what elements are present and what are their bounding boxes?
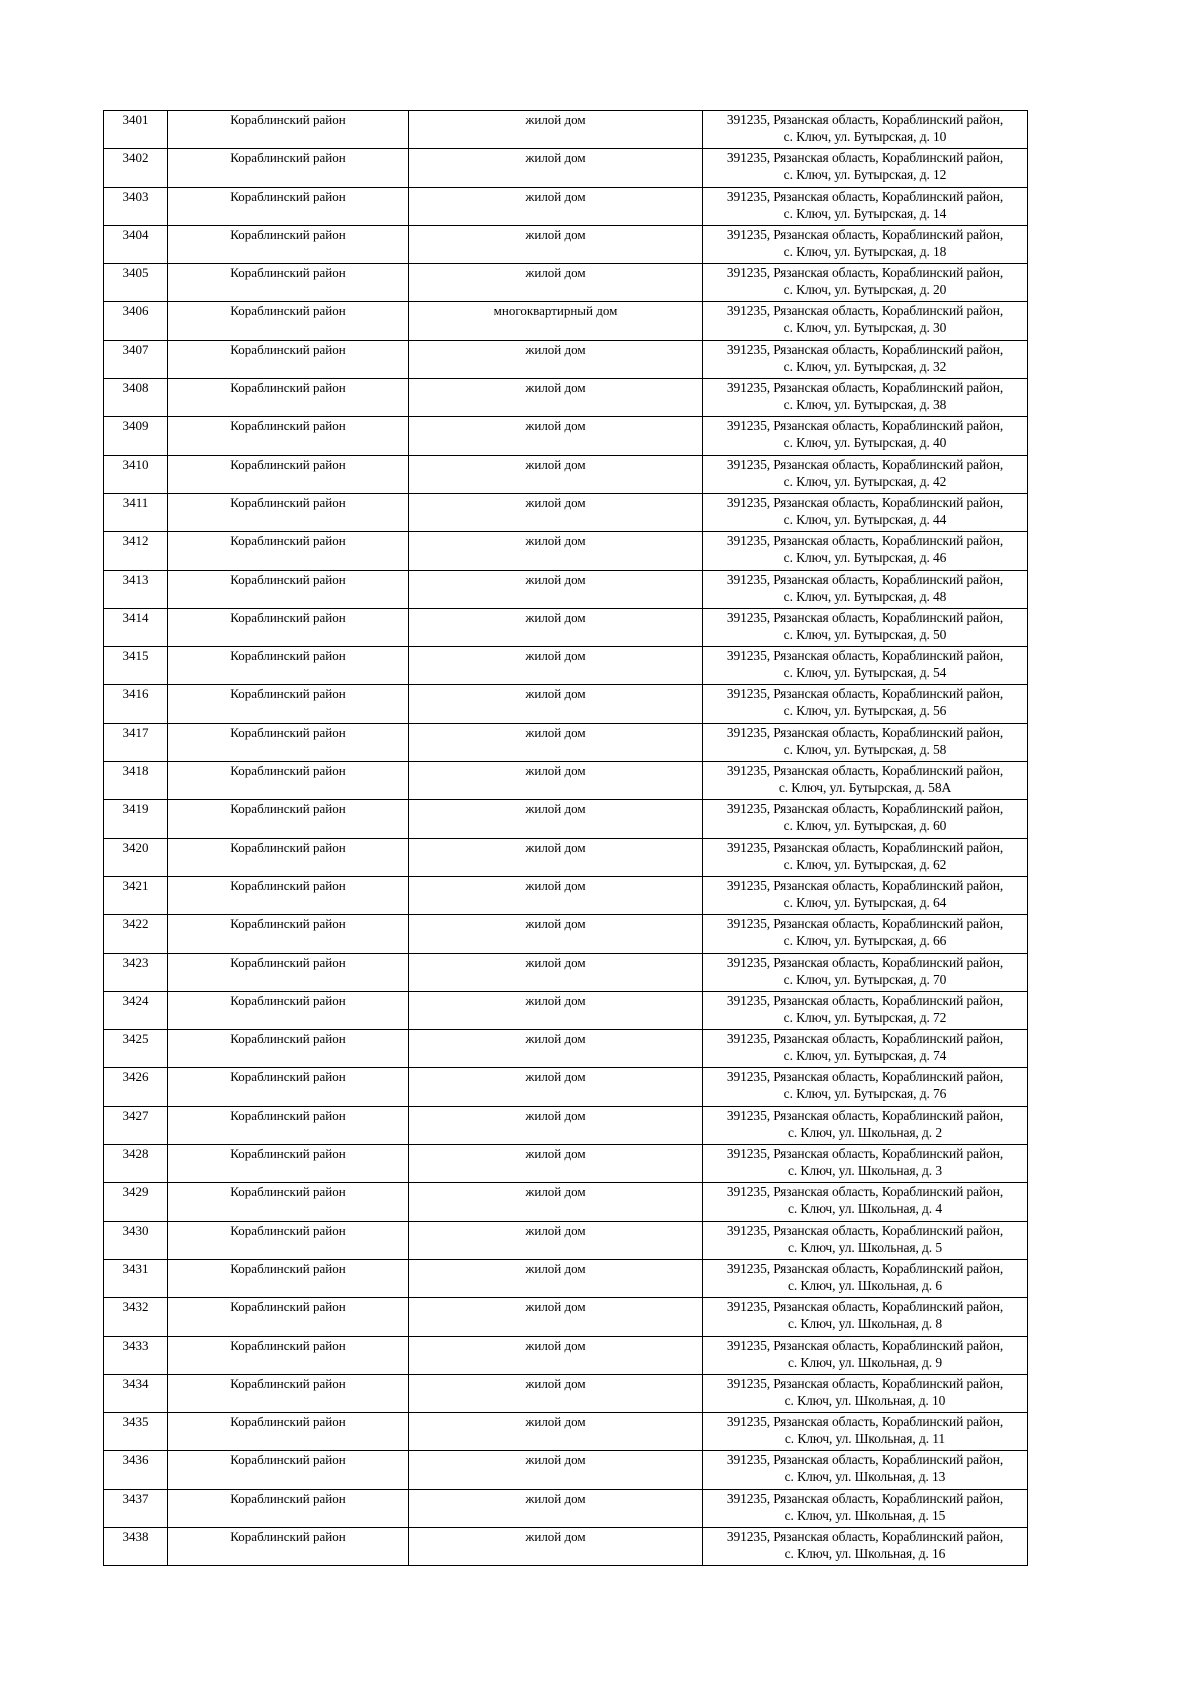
row-number-cell: 3421 bbox=[104, 876, 168, 914]
object-type-cell: жилой дом bbox=[409, 1068, 703, 1106]
address-line-1: 391235, Рязанская область, Кораблинский район, bbox=[726, 1184, 1004, 1200]
table-row bbox=[104, 340, 1028, 378]
address-cell bbox=[703, 876, 1028, 914]
address-line-1: 391235, Рязанская область, Кораблинский район, bbox=[726, 609, 1004, 625]
address-line-1: 391235, Рязанская область, Кораблинский район, bbox=[726, 226, 1004, 242]
district-cell: Кораблинский район bbox=[168, 111, 409, 149]
district-cell: Кораблинский район bbox=[168, 953, 409, 991]
object-type-cell: жилой дом bbox=[409, 1489, 703, 1527]
district-cell: Кораблинский район bbox=[168, 1259, 409, 1297]
address-line-2: с. Ключ, ул. Школьная, д. 10 bbox=[784, 1392, 946, 1408]
object-type-cell: жилой дом bbox=[409, 685, 703, 723]
address-cell bbox=[703, 455, 1028, 493]
table-row bbox=[104, 1374, 1028, 1412]
address-cell bbox=[703, 493, 1028, 531]
address-line-2: с. Ключ, ул. Школьная, д. 15 bbox=[784, 1507, 946, 1523]
row-number-cell: 3437 bbox=[104, 1489, 168, 1527]
table-row bbox=[104, 149, 1028, 187]
address-cell bbox=[703, 1183, 1028, 1221]
address-line-1: 391235, Рязанская область, Кораблинский район, bbox=[726, 533, 1004, 549]
address-line-2: с. Ключ, ул. Бутырская, д. 44 bbox=[783, 511, 947, 527]
table-row bbox=[104, 1030, 1028, 1068]
address-line-2: с. Ключ, ул. Бутырская, д. 50 bbox=[783, 626, 947, 642]
address-cell bbox=[703, 1145, 1028, 1183]
address-line-2: с. Ключ, ул. Школьная, д. 2 bbox=[787, 1124, 943, 1140]
row-number-cell: 3401 bbox=[104, 111, 168, 149]
address-line-1: 391235, Рязанская область, Кораблинский район, bbox=[726, 686, 1004, 702]
row-number-cell: 3438 bbox=[104, 1527, 168, 1565]
address-cell bbox=[703, 608, 1028, 646]
object-type-cell: жилой дом bbox=[409, 1106, 703, 1144]
district-cell: Кораблинский район bbox=[168, 493, 409, 531]
district-cell: Кораблинский район bbox=[168, 532, 409, 570]
address-cell bbox=[703, 532, 1028, 570]
address-line-1: 391235, Рязанская область, Кораблинский район, bbox=[726, 418, 1004, 434]
address-line-2: с. Ключ, ул. Бутырская, д. 10 bbox=[783, 129, 947, 144]
object-type-cell: жилой дом bbox=[409, 991, 703, 1029]
address-line-2: с. Ключ, ул. Бутырская, д. 14 bbox=[783, 205, 947, 221]
object-type-cell: многоквартирный дом bbox=[409, 302, 703, 340]
table-row bbox=[104, 379, 1028, 417]
district-cell: Кораблинский район bbox=[168, 264, 409, 302]
address-line-1: 391235, Рязанская область, Кораблинский район, bbox=[726, 188, 1004, 204]
registry-table-body bbox=[104, 111, 1028, 1566]
table-row bbox=[104, 1145, 1028, 1183]
district-cell: Кораблинский район bbox=[168, 915, 409, 953]
object-type-cell: жилой дом bbox=[409, 570, 703, 608]
address-line-1: 391235, Рязанская область, Кораблинский район, bbox=[726, 1069, 1004, 1085]
district-cell: Кораблинский район bbox=[168, 1336, 409, 1374]
address-line-1: 391235, Рязанская область, Кораблинский район, bbox=[726, 265, 1004, 281]
object-type-cell: жилой дом bbox=[409, 1183, 703, 1221]
table-row bbox=[104, 1183, 1028, 1221]
row-number-cell: 3430 bbox=[104, 1221, 168, 1259]
address-cell bbox=[703, 302, 1028, 340]
row-number-cell: 3431 bbox=[104, 1259, 168, 1297]
address-cell bbox=[703, 379, 1028, 417]
object-type-cell: жилой дом bbox=[409, 953, 703, 991]
district-cell: Кораблинский район bbox=[168, 149, 409, 187]
address-cell bbox=[703, 953, 1028, 991]
address-cell bbox=[703, 1527, 1028, 1565]
address-cell bbox=[703, 149, 1028, 187]
district-cell: Кораблинский район bbox=[168, 800, 409, 838]
address-line-2: с. Ключ, ул. Бутырская, д. 38 bbox=[783, 397, 947, 413]
object-type-cell: жилой дом bbox=[409, 379, 703, 417]
row-number-cell: 3415 bbox=[104, 647, 168, 685]
address-line-2: с. Ключ, ул. Школьная, д. 9 bbox=[787, 1354, 943, 1370]
object-type-cell: жилой дом bbox=[409, 608, 703, 646]
address-line-1: 391235, Рязанская область, Кораблинский район, bbox=[726, 1260, 1004, 1276]
address-cell bbox=[703, 1451, 1028, 1489]
address-line-2: с. Ключ, ул. Бутырская, д. 58А bbox=[778, 780, 952, 796]
address-line-1: 391235, Рязанская область, Кораблинский район, bbox=[726, 992, 1004, 1008]
district-cell: Кораблинский район bbox=[168, 762, 409, 800]
table-row bbox=[104, 264, 1028, 302]
address-line-1: 391235, Рязанская область, Кораблинский район, bbox=[726, 571, 1004, 587]
address-line-1: 391235, Рязанская область, Кораблинский район, bbox=[726, 1375, 1004, 1391]
address-cell bbox=[703, 838, 1028, 876]
address-cell bbox=[703, 1068, 1028, 1106]
row-number-cell: 3432 bbox=[104, 1298, 168, 1336]
address-cell bbox=[703, 991, 1028, 1029]
district-cell: Кораблинский район bbox=[168, 991, 409, 1029]
object-type-cell: жилой дом bbox=[409, 1259, 703, 1297]
district-cell: Кораблинский район bbox=[168, 455, 409, 493]
address-line-2: с. Ключ, ул. Бутырская, д. 54 bbox=[783, 665, 947, 681]
address-line-2: с. Ключ, ул. Бутырская, д. 46 bbox=[783, 550, 947, 566]
address-line-1: 391235, Рязанская область, Кораблинский район, bbox=[726, 1299, 1004, 1315]
object-type-cell: жилой дом bbox=[409, 1336, 703, 1374]
object-type-cell: жилой дом bbox=[409, 647, 703, 685]
address-cell bbox=[703, 570, 1028, 608]
table-row bbox=[104, 685, 1028, 723]
address-line-1: 391235, Рязанская область, Кораблинский район, bbox=[726, 763, 1004, 779]
address-cell bbox=[703, 225, 1028, 263]
address-cell bbox=[703, 417, 1028, 455]
address-line-2: с. Ключ, ул. Бутырская, д. 60 bbox=[783, 818, 947, 834]
object-type-cell: жилой дом bbox=[409, 493, 703, 531]
address-cell bbox=[703, 647, 1028, 685]
table-row bbox=[104, 1336, 1028, 1374]
table-row bbox=[104, 455, 1028, 493]
district-cell: Кораблинский район bbox=[168, 1298, 409, 1336]
row-number-cell: 3410 bbox=[104, 455, 168, 493]
address-line-1: 391235, Рязанская область, Кораблинский район, bbox=[726, 1337, 1004, 1353]
object-type-cell: жилой дом bbox=[409, 532, 703, 570]
district-cell: Кораблинский район bbox=[168, 647, 409, 685]
row-number-cell: 3420 bbox=[104, 838, 168, 876]
object-type-cell: жилой дом bbox=[409, 800, 703, 838]
address-line-2: с. Ключ, ул. Бутырская, д. 76 bbox=[783, 1086, 947, 1102]
district-cell: Кораблинский район bbox=[168, 1489, 409, 1527]
address-cell bbox=[703, 800, 1028, 838]
object-type-cell: жилой дом bbox=[409, 1527, 703, 1565]
object-type-cell: жилой дом bbox=[409, 1451, 703, 1489]
address-line-2: с. Ключ, ул. Школьная, д. 6 bbox=[787, 1277, 943, 1293]
address-line-1: 391235, Рязанская область, Кораблинский район, bbox=[726, 150, 1004, 166]
address-line-2: с. Ключ, ул. Бутырская, д. 62 bbox=[783, 856, 947, 872]
object-type-cell: жилой дом bbox=[409, 838, 703, 876]
address-line-2: с. Ключ, ул. Бутырская, д. 64 bbox=[783, 894, 947, 910]
object-type-cell: жилой дом bbox=[409, 1221, 703, 1259]
district-cell: Кораблинский район bbox=[168, 876, 409, 914]
row-number-cell: 3413 bbox=[104, 570, 168, 608]
object-type-cell: жилой дом bbox=[409, 876, 703, 914]
row-number-cell: 3406 bbox=[104, 302, 168, 340]
row-number-cell: 3436 bbox=[104, 1451, 168, 1489]
address-line-2: с. Ключ, ул. Бутырская, д. 30 bbox=[783, 320, 947, 336]
object-type-cell: жилой дом bbox=[409, 723, 703, 761]
district-cell: Кораблинский район bbox=[168, 302, 409, 340]
address-cell bbox=[703, 111, 1028, 149]
table-row bbox=[104, 647, 1028, 685]
address-line-2: с. Ключ, ул. Бутырская, д. 40 bbox=[783, 435, 947, 451]
row-number-cell: 3414 bbox=[104, 608, 168, 646]
address-cell bbox=[703, 187, 1028, 225]
row-number-cell: 3419 bbox=[104, 800, 168, 838]
address-line-2: с. Ключ, ул. Бутырская, д. 56 bbox=[783, 703, 947, 719]
district-cell: Кораблинский район bbox=[168, 1527, 409, 1565]
district-cell: Кораблинский район bbox=[168, 723, 409, 761]
address-line-2: с. Ключ, ул. Бутырская, д. 58 bbox=[783, 741, 947, 757]
table-row bbox=[104, 570, 1028, 608]
district-cell: Кораблинский район bbox=[168, 685, 409, 723]
table-row bbox=[104, 111, 1028, 149]
address-cell bbox=[703, 1030, 1028, 1068]
object-type-cell: жилой дом bbox=[409, 1030, 703, 1068]
object-type-cell: жилой дом bbox=[409, 187, 703, 225]
address-line-1: 391235, Рязанская область, Кораблинский район, bbox=[726, 839, 1004, 855]
row-number-cell: 3433 bbox=[104, 1336, 168, 1374]
district-cell: Кораблинский район bbox=[168, 225, 409, 263]
table-row bbox=[104, 493, 1028, 531]
address-line-2: с. Ключ, ул. Бутырская, д. 18 bbox=[783, 243, 947, 259]
address-cell bbox=[703, 1298, 1028, 1336]
address-line-2: с. Ключ, ул. Школьная, д. 8 bbox=[787, 1316, 943, 1332]
object-type-cell: жилой дом bbox=[409, 762, 703, 800]
row-number-cell: 3418 bbox=[104, 762, 168, 800]
address-line-1: 391235, Рязанская область, Кораблинский район, bbox=[726, 1107, 1004, 1123]
district-cell: Кораблинский район bbox=[168, 1221, 409, 1259]
address-line-2: с. Ключ, ул. Школьная, д. 16 bbox=[784, 1545, 946, 1561]
address-line-1: 391235, Рязанская область, Кораблинский район, bbox=[726, 1031, 1004, 1047]
address-line-1: 391235, Рязанская область, Кораблинский район, bbox=[726, 1414, 1004, 1430]
district-cell: Кораблинский район bbox=[168, 1183, 409, 1221]
table-row bbox=[104, 838, 1028, 876]
address-line-1: 391235, Рязанская область, Кораблинский район, bbox=[726, 724, 1004, 740]
table-row bbox=[104, 1298, 1028, 1336]
address-cell bbox=[703, 1336, 1028, 1374]
address-line-1: 391235, Рязанская область, Кораблинский район, bbox=[726, 1146, 1004, 1162]
address-cell bbox=[703, 762, 1028, 800]
table-row bbox=[104, 417, 1028, 455]
district-cell: Кораблинский район bbox=[168, 1068, 409, 1106]
address-line-2: с. Ключ, ул. Школьная, д. 3 bbox=[787, 1163, 943, 1179]
row-number-cell: 3412 bbox=[104, 532, 168, 570]
row-number-cell: 3407 bbox=[104, 340, 168, 378]
table-row bbox=[104, 915, 1028, 953]
district-cell: Кораблинский район bbox=[168, 417, 409, 455]
table-row bbox=[104, 1527, 1028, 1565]
table-row bbox=[104, 723, 1028, 761]
table-row bbox=[104, 1221, 1028, 1259]
table-row bbox=[104, 800, 1028, 838]
object-type-cell: жилой дом bbox=[409, 1374, 703, 1412]
row-number-cell: 3416 bbox=[104, 685, 168, 723]
address-line-2: с. Ключ, ул. Бутырская, д. 70 bbox=[783, 971, 947, 987]
object-type-cell: жилой дом bbox=[409, 340, 703, 378]
address-line-2: с. Ключ, ул. Школьная, д. 13 bbox=[784, 1469, 946, 1485]
row-number-cell: 3408 bbox=[104, 379, 168, 417]
district-cell: Кораблинский район bbox=[168, 1374, 409, 1412]
row-number-cell: 3409 bbox=[104, 417, 168, 455]
address-line-1: 391235, Рязанская область, Кораблинский район, bbox=[726, 380, 1004, 396]
table-row bbox=[104, 876, 1028, 914]
district-cell: Кораблинский район bbox=[168, 570, 409, 608]
address-line-1: 391235, Рязанская область, Кораблинский район, bbox=[726, 801, 1004, 817]
object-type-cell: жилой дом bbox=[409, 915, 703, 953]
table-row bbox=[104, 1413, 1028, 1451]
address-line-1: 391235, Рязанская область, Кораблинский район, bbox=[726, 341, 1004, 357]
address-line-2: с. Ключ, ул. Бутырская, д. 72 bbox=[783, 1009, 947, 1025]
address-line-1: 391235, Рязанская область, Кораблинский район, bbox=[726, 1222, 1004, 1238]
row-number-cell: 3417 bbox=[104, 723, 168, 761]
table-row bbox=[104, 991, 1028, 1029]
table-row bbox=[104, 1259, 1028, 1297]
address-line-1: 391235, Рязанская область, Кораблинский район, bbox=[726, 877, 1004, 893]
address-line-1: 391235, Рязанская область, Кораблинский район, bbox=[726, 648, 1004, 664]
object-type-cell: жилой дом bbox=[409, 1413, 703, 1451]
table-row bbox=[104, 762, 1028, 800]
address-line-2: с. Ключ, ул. Бутырская, д. 32 bbox=[783, 358, 947, 374]
row-number-cell: 3403 bbox=[104, 187, 168, 225]
row-number-cell: 3424 bbox=[104, 991, 168, 1029]
table-row bbox=[104, 1106, 1028, 1144]
district-cell: Кораблинский район bbox=[168, 187, 409, 225]
object-type-cell: жилой дом bbox=[409, 1298, 703, 1336]
address-line-1: 391235, Рязанская область, Кораблинский район, bbox=[726, 112, 1004, 127]
address-line-1: 391235, Рязанская область, Кораблинский район, bbox=[726, 1452, 1004, 1468]
address-line-2: с. Ключ, ул. Бутырская, д. 66 bbox=[783, 933, 947, 949]
table-row bbox=[104, 1451, 1028, 1489]
address-line-1: 391235, Рязанская область, Кораблинский район, bbox=[726, 1528, 1004, 1544]
district-cell: Кораблинский район bbox=[168, 1451, 409, 1489]
table-row bbox=[104, 1068, 1028, 1106]
row-number-cell: 3423 bbox=[104, 953, 168, 991]
row-number-cell: 3422 bbox=[104, 915, 168, 953]
address-line-2: с. Ключ, ул. Бутырская, д. 12 bbox=[783, 167, 947, 183]
address-cell bbox=[703, 264, 1028, 302]
district-cell: Кораблинский район bbox=[168, 379, 409, 417]
row-number-cell: 3434 bbox=[104, 1374, 168, 1412]
district-cell: Кораблинский район bbox=[168, 1030, 409, 1068]
address-cell bbox=[703, 1106, 1028, 1144]
address-line-2: с. Ключ, ул. Бутырская, д. 48 bbox=[783, 588, 947, 604]
table-row bbox=[104, 608, 1028, 646]
row-number-cell: 3402 bbox=[104, 149, 168, 187]
address-line-1: 391235, Рязанская область, Кораблинский район, bbox=[726, 303, 1004, 319]
district-cell: Кораблинский район bbox=[168, 1106, 409, 1144]
table-row bbox=[104, 1489, 1028, 1527]
object-type-cell: жилой дом bbox=[409, 1145, 703, 1183]
address-line-2: с. Ключ, ул. Школьная, д. 11 bbox=[784, 1431, 946, 1447]
object-type-cell: жилой дом bbox=[409, 111, 703, 149]
address-line-1: 391235, Рязанская область, Кораблинский район, bbox=[726, 456, 1004, 472]
address-line-1: 391235, Рязанская область, Кораблинский район, bbox=[726, 1490, 1004, 1506]
table-row bbox=[104, 302, 1028, 340]
address-line-2: с. Ключ, ул. Школьная, д. 4 bbox=[787, 1201, 943, 1217]
address-cell bbox=[703, 1374, 1028, 1412]
address-cell bbox=[703, 1221, 1028, 1259]
address-line-2: с. Ключ, ул. Школьная, д. 5 bbox=[787, 1239, 943, 1255]
address-line-1: 391235, Рязанская область, Кораблинский район, bbox=[726, 916, 1004, 932]
district-cell: Кораблинский район bbox=[168, 608, 409, 646]
address-line-2: с. Ключ, ул. Бутырская, д. 20 bbox=[783, 282, 947, 298]
registry-table bbox=[103, 110, 1028, 1566]
address-line-2: с. Ключ, ул. Бутырская, д. 74 bbox=[783, 1048, 947, 1064]
object-type-cell: жилой дом bbox=[409, 455, 703, 493]
table-row bbox=[104, 225, 1028, 263]
row-number-cell: 3428 bbox=[104, 1145, 168, 1183]
object-type-cell: жилой дом bbox=[409, 417, 703, 455]
district-cell: Кораблинский район bbox=[168, 838, 409, 876]
address-cell bbox=[703, 1489, 1028, 1527]
district-cell: Кораблинский район bbox=[168, 340, 409, 378]
address-line-1: 391235, Рязанская область, Кораблинский район, bbox=[726, 954, 1004, 970]
district-cell: Кораблинский район bbox=[168, 1413, 409, 1451]
object-type-cell: жилой дом bbox=[409, 149, 703, 187]
address-cell bbox=[703, 915, 1028, 953]
row-number-cell: 3427 bbox=[104, 1106, 168, 1144]
address-line-1: 391235, Рязанская область, Кораблинский район, bbox=[726, 494, 1004, 510]
object-type-cell: жилой дом bbox=[409, 264, 703, 302]
address-line-2: с. Ключ, ул. Бутырская, д. 42 bbox=[783, 473, 947, 489]
table-row bbox=[104, 953, 1028, 991]
object-type-cell: жилой дом bbox=[409, 225, 703, 263]
address-cell bbox=[703, 723, 1028, 761]
row-number-cell: 3426 bbox=[104, 1068, 168, 1106]
row-number-cell: 3405 bbox=[104, 264, 168, 302]
address-cell bbox=[703, 1413, 1028, 1451]
row-number-cell: 3404 bbox=[104, 225, 168, 263]
row-number-cell: 3411 bbox=[104, 493, 168, 531]
address-cell bbox=[703, 340, 1028, 378]
district-cell: Кораблинский район bbox=[168, 1145, 409, 1183]
row-number-cell: 3425 bbox=[104, 1030, 168, 1068]
row-number-cell: 3429 bbox=[104, 1183, 168, 1221]
table-row bbox=[104, 532, 1028, 570]
address-cell bbox=[703, 1259, 1028, 1297]
table-row bbox=[104, 187, 1028, 225]
address-cell bbox=[703, 685, 1028, 723]
row-number-cell: 3435 bbox=[104, 1413, 168, 1451]
